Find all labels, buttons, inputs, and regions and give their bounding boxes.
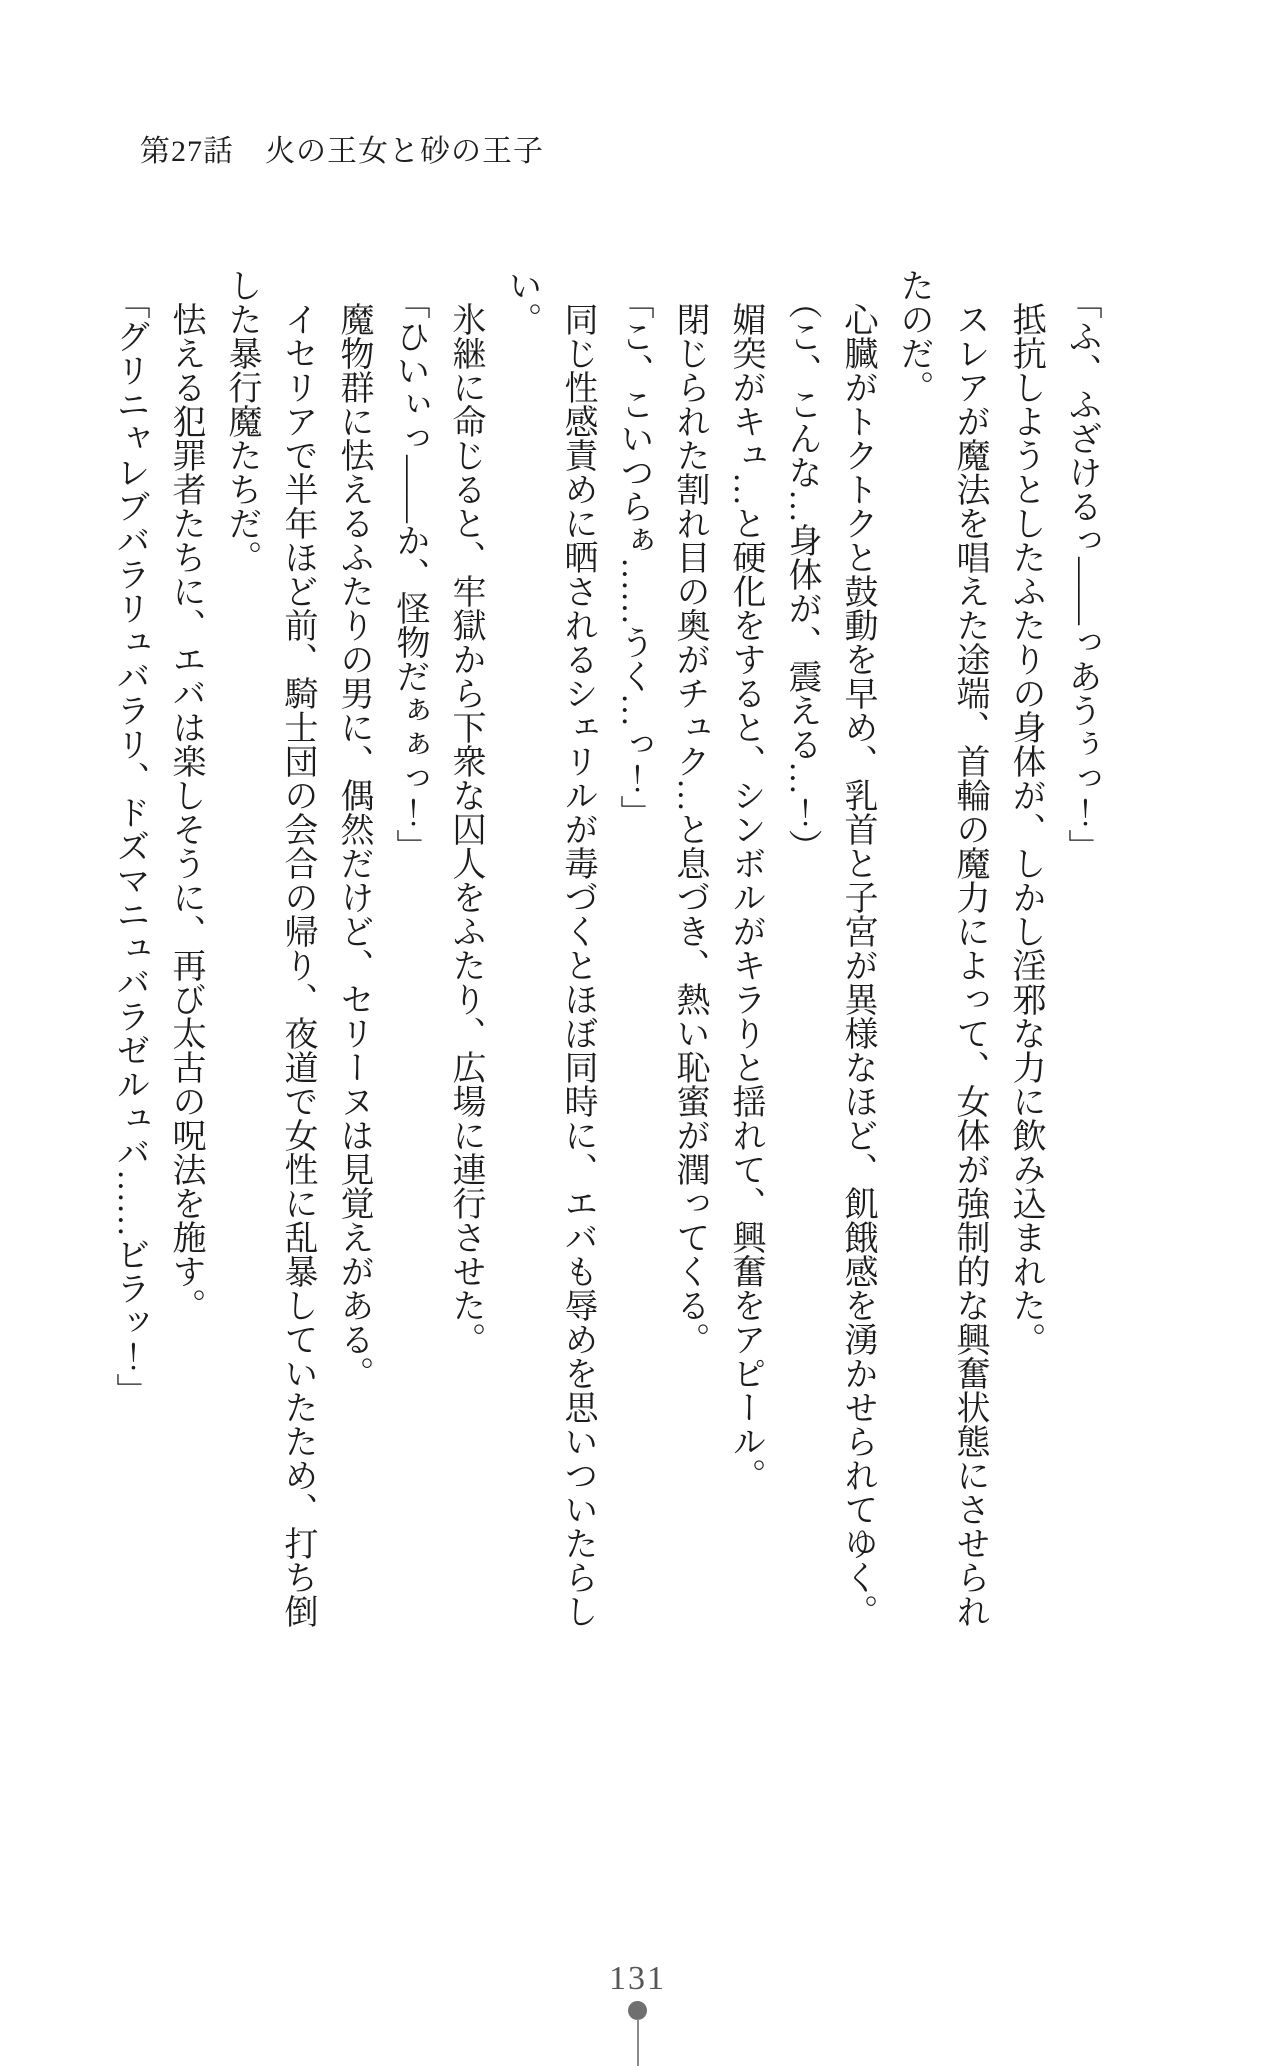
footer-dot-ornament-icon: [628, 2001, 647, 2020]
text-line: たのだ。: [895, 268, 932, 404]
text-line: 抵抗しようとしたふたりの身体が、しかし淫邪な力に飲み込まれた。: [1007, 302, 1044, 1356]
chapter-header: 第27話 火の王女と砂の王子: [140, 135, 544, 168]
text-line: イセリアで半年ほど前、騎士団の会合の帰り、夜道で女性に乱暴していたため、打ち倒: [279, 302, 316, 1628]
text-line: 「ふ、ふざけるっ――っあうぅっ！」: [1063, 285, 1100, 863]
page-number: 131: [609, 1960, 666, 1997]
text-line: 閉じられた割れ目の奥がチュク…と息づき、熱い恥蜜が潤ってくる。: [671, 302, 708, 1356]
text-line: 怯える犯罪者たちに、エバは楽しそうに、再び太古の呪法を施す。: [167, 302, 204, 1322]
text-line: した暴行魔たちだ。: [223, 268, 260, 574]
text-line: 魔物群に怯えるふたりの男に、偶然だけど、セリーヌは見覚えがある。: [335, 302, 372, 1390]
footer-line-ornament: [637, 2019, 639, 2066]
text-line: 氷継に命じると、牢獄から下衆な囚人をふたり、広場に連行させた。: [447, 302, 484, 1356]
text-line: 「ひいぃっ――か、怪物だぁぁっ！」: [391, 285, 428, 863]
text-line: い。: [503, 268, 540, 336]
text-line: 「こ、こいつらぁ……うく…っ！」: [615, 285, 652, 829]
text-line: 同じ性感責めに晒されるシェリルが毒づくとほぼ同時に、エバも辱めを思いついたらし: [559, 302, 596, 1628]
text-line: 媚突がキュ…と硬化をすると、シンボルがキラりと揺れて、興奮をアピール。: [727, 302, 764, 1492]
text-line: 「グリニャレブバラリュバラリ、ドズマニュバラゼルュバ……ビラッ！」: [111, 285, 148, 1407]
text-line: スレアが魔法を唱えた途端、首輪の魔力によって、女体が強制的な興奮状態にさせられ: [951, 302, 988, 1628]
body-text-block: [101, 268, 1109, 1698]
text-line: 心臓がトクトクと鼓動を早め、乳首と子宮が異様なほど、飢餓感を湧かせられてゆく。: [839, 302, 876, 1628]
text-line: （こ、こんな…身体が、震える…！）: [783, 285, 820, 863]
